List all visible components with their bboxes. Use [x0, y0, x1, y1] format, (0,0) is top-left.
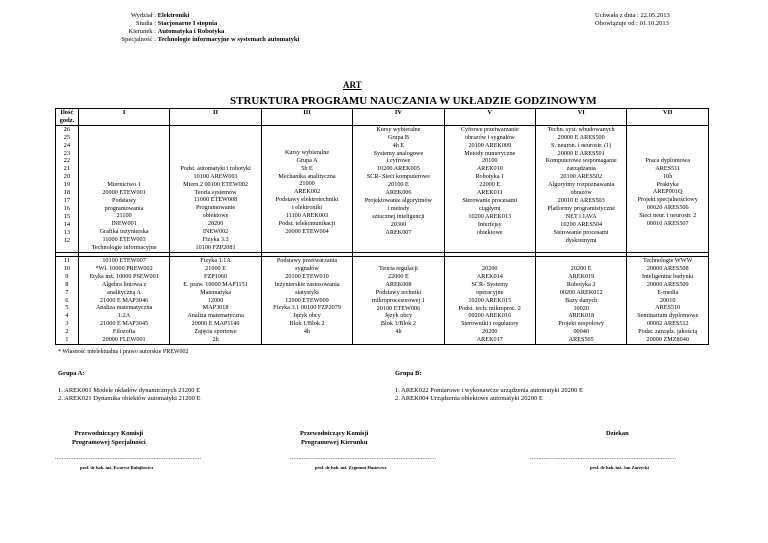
course-line: ARES505 [568, 336, 594, 344]
semester-6-upper [535, 125, 627, 252]
course-line: AREK014 [476, 272, 503, 280]
col-semester-1: I [78, 109, 169, 126]
hour-label: 21 [63, 165, 71, 173]
course-line: Technologie informacyjne [91, 244, 157, 252]
signature-dean: Dziekan [606, 430, 629, 437]
course-line: Teoria systemów [194, 188, 237, 196]
course-line: obiektowe [202, 212, 229, 220]
course-line: AREK019 [568, 272, 595, 280]
course-line: 1.2A [117, 312, 131, 320]
course-line: 11000 ETEW003 [102, 236, 146, 244]
course-line: INEW001 [111, 220, 137, 228]
course-line: 20000 ETEW001 [102, 188, 146, 196]
course-line: Projekt specjalnościowy [637, 196, 698, 204]
hour-label: 26 [63, 125, 71, 133]
course-line: AREK011 [476, 189, 503, 197]
course-line: Systemy analogowe [373, 149, 424, 157]
course-line: AREP001Q [652, 188, 683, 196]
course-line: Sieci neur. i neurostr. 2 [639, 212, 697, 220]
hour-label: 8 [65, 280, 69, 288]
hour-label: 10 [63, 264, 71, 272]
document-header [96, 12, 299, 44]
hour-label: 6 [65, 296, 69, 304]
course-line: Miern.2 00100 ETEW002 [183, 180, 248, 188]
hour-label: 17 [63, 196, 71, 204]
course-line: Fizyka 3.1 00100 FZP2079 [273, 304, 341, 312]
course-line: Inteligentne budynki [642, 272, 694, 280]
course-line: Podstawy techniki [375, 288, 422, 296]
course-line: Projektowanie algorytmów [364, 196, 433, 204]
hour-label: 14 [63, 220, 71, 228]
hour-label: 3 [65, 320, 69, 328]
course-line: ARES511 [655, 164, 681, 172]
course-line: operacyjne [476, 288, 504, 296]
course-line: Fizyka 3.3 [202, 235, 229, 243]
course-line: AREK008 [385, 280, 412, 288]
course-line: Sterowniki i regulatory [461, 320, 519, 328]
course-line: Platformy programistyczne [547, 204, 615, 212]
course-line: Podstawy przetwarzania [276, 256, 338, 264]
semester-2-upper [170, 125, 262, 252]
course-line: 21000 E MAP3046 [100, 296, 149, 304]
course-line: 11100 AREK003 [285, 212, 329, 220]
course-line: Analiza matematyczna [95, 304, 153, 312]
course-line: MAP3018 [202, 304, 229, 312]
group-b [395, 370, 583, 404]
hour-label: 18 [63, 189, 71, 197]
program-table [55, 108, 709, 345]
course-line: 21000 [299, 180, 315, 188]
course-line: AREK006 [385, 189, 412, 197]
course-line: Podst. zarządz. jakością [638, 328, 698, 336]
table-header-row [56, 109, 709, 126]
course-line: E. praw. 10000 MAP1151 [183, 280, 248, 288]
course-line: Filozofia [112, 328, 136, 336]
semester-5-lower [444, 256, 535, 344]
course-line: 12000 ETEW009 [285, 296, 329, 304]
header-row-faculty: Wydział : Elektroniki [130, 12, 190, 19]
course-line: 21000 E MAP3045 [100, 320, 149, 328]
course-line: Podstawy [112, 196, 137, 204]
semester-3-lower [261, 256, 352, 344]
course-line: Programowanie [195, 204, 236, 212]
course-line: i metody [387, 204, 410, 212]
signature-name-1: prof. dr hab. inż. Ewaryst Rafajłowicz [80, 465, 154, 470]
hour-label: 20 [63, 173, 71, 181]
course-line: analityczną A [107, 288, 141, 296]
hour-label: 19 [63, 181, 71, 189]
course-line: obiektowe [476, 228, 503, 236]
course-line: 20000 ZMZ8040 [646, 336, 689, 344]
course-line: Sterowanie procesami [462, 196, 518, 204]
course-line: 22000 E [479, 181, 501, 189]
course-line: AREK002 [293, 188, 321, 196]
course-line: mikroprocesorowej 1 [372, 296, 425, 304]
course-line: Kursy wybieralne [284, 148, 330, 156]
course-line: Język obcy [293, 312, 321, 320]
course-line: Podst. tech. mikroproc. 2 [458, 304, 521, 312]
footnote: * Własność intelektualna i prawo autorskie PREW002 [58, 349, 189, 355]
course-line: Techn. syst. wbudowanych [547, 125, 615, 133]
signature-name-2: prof. dr hab. inż. Zygmunt Hasiewicz [315, 465, 387, 470]
hour-label: 15 [63, 212, 71, 220]
course-line: 21000 E [205, 264, 226, 272]
course-line: 22000 E [388, 272, 409, 280]
effective-date: Obowiązuje od : 01.10.2013 [595, 20, 669, 27]
signature-line-1: ...................................................................................... [55, 455, 202, 461]
course-line: Blok 1/Blok 2 [289, 320, 325, 328]
course-line: NET i JAVA [565, 212, 597, 220]
course-line: sztucznej inteligencji [372, 212, 425, 220]
course-line: Interfejsy [477, 220, 502, 228]
course-line: FZP1060 [204, 272, 228, 280]
course-line: Mechanika analityczna [278, 172, 336, 180]
course-line: 20200 E [570, 264, 592, 272]
course-line: Zajęcia sportowe [194, 328, 237, 336]
group-b-item: 1. AREK022 Pomiarowe i wykonawcze urządzenia automatyki 20200 E [395, 386, 583, 394]
header-row-specialty: Specjalność : Technologie informacyjne w systemach automatyki [121, 36, 300, 43]
course-line: Etyka inż. 10000 PSEW001 [89, 272, 159, 280]
group-a [58, 370, 200, 404]
course-line: INEW002 [202, 228, 229, 236]
course-line: Matematyka [200, 288, 232, 296]
header-row-studies: Studia : Stacjonarne I stopnia [135, 20, 218, 27]
course-line: 20000 ETEW004 [285, 227, 329, 235]
course-line: 10020 [573, 304, 589, 312]
course-line: Analiza matematyczna [187, 312, 244, 320]
course-line: 20100 ETEW010 [285, 272, 329, 280]
semester-1-upper [78, 125, 169, 252]
course-line: zarządzania [566, 165, 596, 173]
hour-label: 2 [65, 328, 69, 336]
semester-1-lower [78, 256, 169, 344]
course-line: Robotyka 2 [566, 280, 596, 288]
course-line: Blok 1/Blok 2 [380, 320, 416, 328]
hour-label: 11 [63, 256, 71, 264]
hour-label: 7 [65, 288, 69, 296]
header-row-field: Kierunek : Automatyka i Robotyka [128, 28, 225, 35]
course-line: Komputerowe wspomaganie [545, 157, 617, 165]
course-line: 00200 AREK016 [468, 312, 512, 320]
course-line: Praktyka [656, 180, 679, 188]
course-line: 20200 [207, 220, 224, 228]
course-line: 21100 [116, 212, 132, 220]
hour-label: 23 [63, 149, 71, 157]
course-line: AREK007 [385, 228, 412, 236]
hour-label: 13 [63, 228, 71, 236]
course-line: 00200 AREK012 [559, 288, 603, 296]
course-line: 00010 ARES507 [646, 220, 689, 228]
col-semester-7: VII [627, 109, 709, 126]
course-line: 20000 E MAP1149 [191, 320, 240, 328]
signature-field: Przewodniczący Komisji Programowej Kierunku [300, 430, 369, 446]
semester-7-lower [627, 256, 709, 344]
course-line: Bazy danych [565, 296, 598, 304]
course-line: Projekt zespołowy [558, 320, 605, 328]
hour-label: 25 [63, 133, 71, 141]
course-line: 00020 ARES506 [646, 204, 689, 212]
course-line: 00040 [573, 328, 589, 336]
course-line: Język obcy [384, 312, 413, 320]
course-line: Seminarium dyplomowe [637, 312, 699, 320]
semester-3-upper [261, 125, 352, 252]
col-semester-3: III [261, 109, 352, 126]
course-line: AREK010 [476, 165, 503, 173]
course-line: AREK018 [568, 312, 595, 320]
course-line: AREK017 [476, 336, 503, 344]
course-line: 20000 ARES508 [646, 264, 689, 272]
course-line: 20200 [482, 328, 498, 336]
col-semester-2: II [170, 109, 262, 126]
course-line: Miernictwo 1 [107, 180, 141, 188]
course-line: 4h [395, 328, 402, 336]
course-line: Podst. automatyki i robotyki [180, 164, 251, 172]
resolution-date: Uchwała z dnia : 22.05.2013 [595, 12, 670, 19]
course-line: statystyki [295, 288, 319, 296]
group-b-title: Grupa B: [395, 370, 422, 377]
course-line: Fizyka 1.1A [200, 256, 231, 264]
hour-label: 16 [63, 204, 71, 212]
course-line: 20000 E ARES500 [557, 133, 605, 141]
course-line: dyskretnymi [565, 236, 597, 244]
course-line: 4h E [392, 141, 405, 149]
page-title: STRUKTURA PROGRAMU NAUCZANIA W UKŁADZIE GODZINOWYM [230, 95, 597, 107]
course-line: 20100 ETEW006 [376, 304, 421, 312]
course-line: 10h [663, 172, 673, 180]
group-b-item: 2. AREK004 Urządzenia obiektowe automatyki 20200 E [395, 395, 543, 402]
course-line: SCR- Sieci komputerowe [366, 173, 431, 181]
semester-5-upper [444, 125, 535, 252]
program-code: ART [343, 80, 362, 90]
course-line: Praca dyplomowa [645, 156, 690, 164]
course-line: 5h E [301, 164, 313, 172]
course-line: 20000 FLEW001 [102, 336, 146, 344]
course-line: Metody numeryczne [464, 149, 516, 157]
course-line: 20010 E ARES503 [557, 196, 605, 204]
table-row-upper [56, 125, 709, 252]
hour-label: 24 [63, 141, 71, 149]
resolution-info [595, 12, 670, 28]
course-line: sygnałów [295, 264, 319, 272]
hours-column-lower [56, 256, 79, 344]
semester-2-lower [170, 256, 262, 344]
course-line: ciągłymi [478, 204, 501, 212]
course-line: 20100 E [388, 181, 409, 189]
course-line: 20100 [482, 157, 498, 165]
hours-column-upper [56, 125, 79, 252]
signature-line-3: ...................................................................................... [530, 455, 677, 461]
course-line: 4h [303, 328, 311, 336]
course-line: Cyfrowe przetwarzanie [460, 125, 519, 133]
hour-label: 1 [65, 336, 69, 344]
course-line: 20100 AREK009 [468, 141, 512, 149]
course-line: 10100 FZP2081 [195, 243, 236, 251]
course-line: 10200 AREK013 [468, 212, 512, 220]
course-line: 11000 ETEW008 [193, 196, 238, 204]
group-a-title: Grupa A: [58, 370, 85, 377]
course-line: Teoria regulacji [378, 264, 418, 272]
col-semester-5: V [444, 109, 535, 126]
course-line: Podst. telekomunikacji [278, 219, 336, 227]
col-hours-header: Ilość godz. [56, 109, 79, 126]
col-semester-6: VI [535, 109, 627, 126]
course-line: ARES510 [655, 304, 681, 312]
semester-7-upper [627, 125, 709, 252]
group-a-item: 2. AREK021 Dynamika obiektów automatyki 21200 E [58, 395, 201, 402]
course-line: 20200 [482, 264, 498, 272]
hour-label: 4 [65, 312, 69, 320]
hour-label: 12 [63, 236, 71, 244]
course-line: Podstawy elektrotechniki [275, 196, 339, 204]
course-line: Technologie WWW [642, 256, 693, 264]
course-line: Grupa B [387, 133, 409, 141]
course-line: 12000 [207, 296, 224, 304]
course-line: *Wł. 10000 PREW002 [95, 264, 153, 272]
course-line: SCR- Systemy [471, 280, 509, 288]
col-semester-4: IV [353, 109, 444, 126]
hour-label: 5 [65, 304, 69, 312]
course-line: obrazów [570, 189, 592, 197]
course-line: Algebra liniowa z [101, 280, 147, 288]
hour-label: 22 [63, 157, 71, 165]
semester-6-lower [535, 256, 627, 344]
course-line: Kursy wybieralne [376, 125, 421, 133]
course-line: 10100 ETEW007 [102, 256, 146, 264]
semester-4-lower [353, 256, 444, 344]
course-line: S. neuron. i neurostr. (1) [551, 141, 612, 149]
course-line: 10200 AREK005 [377, 165, 420, 173]
course-line: 20300 [390, 220, 407, 228]
course-line: 20000 E ARES501 [557, 149, 605, 157]
course-line: i cyfrowe [386, 157, 411, 165]
signature-name-3: prof. dr hab. inż. Jan Zarzycki [590, 465, 649, 470]
course-line: 2h [212, 336, 219, 344]
course-line: 10100 AREW001 [193, 172, 238, 180]
course-line: Grupa A [296, 156, 318, 164]
course-line: Sterowanie procesami [553, 228, 609, 236]
course-line: Inżynierskie zastosowania [274, 280, 340, 288]
course-line: obrazów i sygnałów [464, 133, 515, 141]
group-a-item: 1. AREK001 Modele układów dynamicznych 21200 E [58, 386, 201, 394]
signature-specialty: Przewodniczący Komisji Programowej Specjalności [72, 430, 146, 446]
signature-line-2: ...................................................................................... [290, 455, 437, 461]
course-line: 10200 ARES504 [560, 220, 603, 228]
course-line: Robotyka 1 [475, 173, 505, 181]
course-line: 20010 [659, 296, 676, 304]
course-line: 00002 ARES512 [646, 320, 689, 328]
hour-label: 9 [65, 272, 69, 280]
course-line: i elektroniki [291, 204, 323, 212]
course-line: 10200 AREK015 [468, 296, 512, 304]
semester-4-upper [353, 125, 444, 252]
course-line: programowania [104, 204, 144, 212]
course-line: Grafika inżynierska [99, 228, 149, 236]
course-line: 20100 ARES502 [560, 173, 603, 181]
course-line: Algorytmy rozpoznawania [548, 181, 615, 189]
course-line: E-media [657, 288, 679, 296]
table-row-lower [56, 256, 709, 344]
course-line: 20000 ARES509 [646, 280, 689, 288]
